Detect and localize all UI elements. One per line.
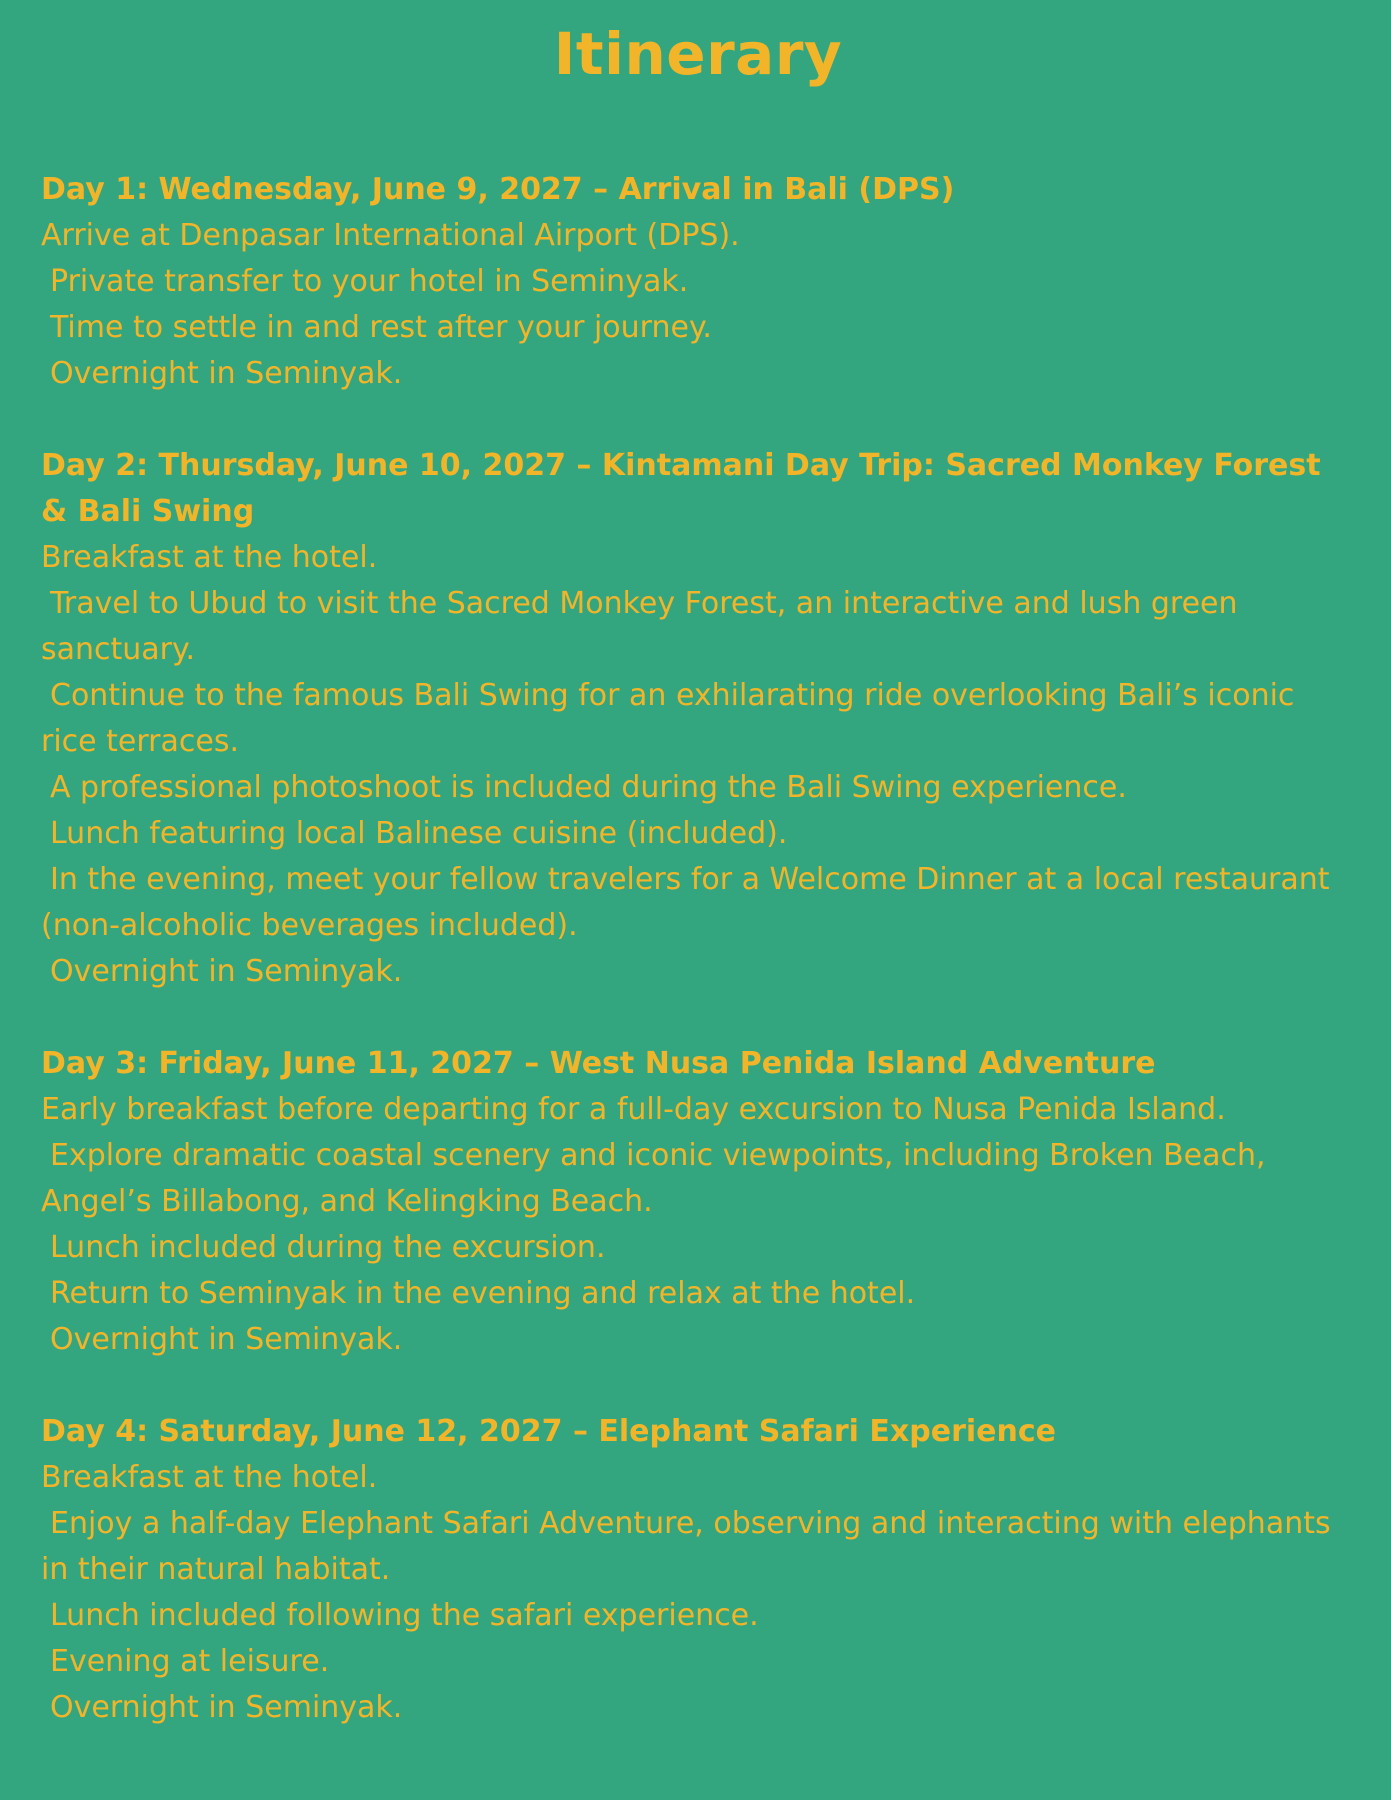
list-item: Time to settle in and rest after your journey. [50, 310, 712, 345]
day-3-section [41, 1041, 1355, 1363]
list-item: Overnight in Seminyak. [50, 1322, 403, 1357]
list-item: Early breakfast before departing for a full-day excursion to Nusa Penida Island. [41, 1092, 1226, 1127]
list-item: Overnight in Seminyak. [50, 1690, 403, 1725]
list-item: Lunch featuring local Balinese cuisine (included). [50, 816, 788, 851]
list-item: In the evening, meet your fellow travelers for a Welcome Dinner at a local restaurant (non-alcoholic beverages included). [41, 862, 1330, 943]
list-item: Evening at leisure. [50, 1644, 330, 1679]
day-list [41, 167, 1355, 1731]
list-item: Lunch included during the excursion. [50, 1230, 606, 1265]
list-item: Overnight in Seminyak. [50, 356, 403, 391]
day-4-items [41, 1455, 1355, 1731]
list-item: Continue to the famous Bali Swing for an exhilarating ride overlooking Bali’s iconic rice terraces. [41, 678, 1295, 759]
list-item: Lunch included following the safari experience. [50, 1598, 759, 1633]
day-4-section [41, 1409, 1355, 1731]
day-4-heading: Day 4: Saturday, June 12, 2027 – Elephant Safari Experience [41, 1414, 1056, 1449]
page-title: Itinerary [553, 20, 843, 88]
day-2-section [41, 443, 1355, 995]
list-item: Return to Seminyak in the evening and relax at the hotel. [50, 1276, 916, 1311]
list-item: Travel to Ubud to visit the Sacred Monkey Forest, an interactive and lush green sanctuary. [41, 586, 1238, 667]
day-2-heading: Day 2: Thursday, June 10, 2027 – Kintamani Day Trip: Sacred Monkey Forest & Bali Swing [41, 448, 1321, 529]
list-item: Overnight in Seminyak. [50, 954, 403, 989]
day-1-items [41, 213, 1355, 397]
day-1-section [41, 167, 1355, 397]
day-3-items [41, 1087, 1355, 1363]
day-2-items [41, 535, 1355, 995]
list-item: Breakfast at the hotel. [41, 540, 378, 575]
day-1-heading: Day 1: Wednesday, June 9, 2027 – Arrival in Bali (DPS) [41, 172, 955, 207]
list-item: Enjoy a half-day Elephant Safari Adventure, observing and interacting with elephants in their natural habitat. [41, 1506, 1331, 1587]
day-3-heading: Day 3: Friday, June 11, 2027 – West Nusa Penida Island Adventure [41, 1046, 1156, 1081]
list-item: Arrive at Denpasar International Airport (DPS). [41, 218, 740, 253]
list-item: A professional photoshoot is included during the Bali Swing experience. [50, 770, 1127, 805]
list-item: Private transfer to your hotel in Seminyak. [50, 264, 689, 299]
list-item: Breakfast at the hotel. [41, 1460, 378, 1495]
list-item: Explore dramatic coastal scenery and iconic viewpoints, including Broken Beach, Angel’s Billabong, and Kelingking Beach. [41, 1138, 1266, 1219]
